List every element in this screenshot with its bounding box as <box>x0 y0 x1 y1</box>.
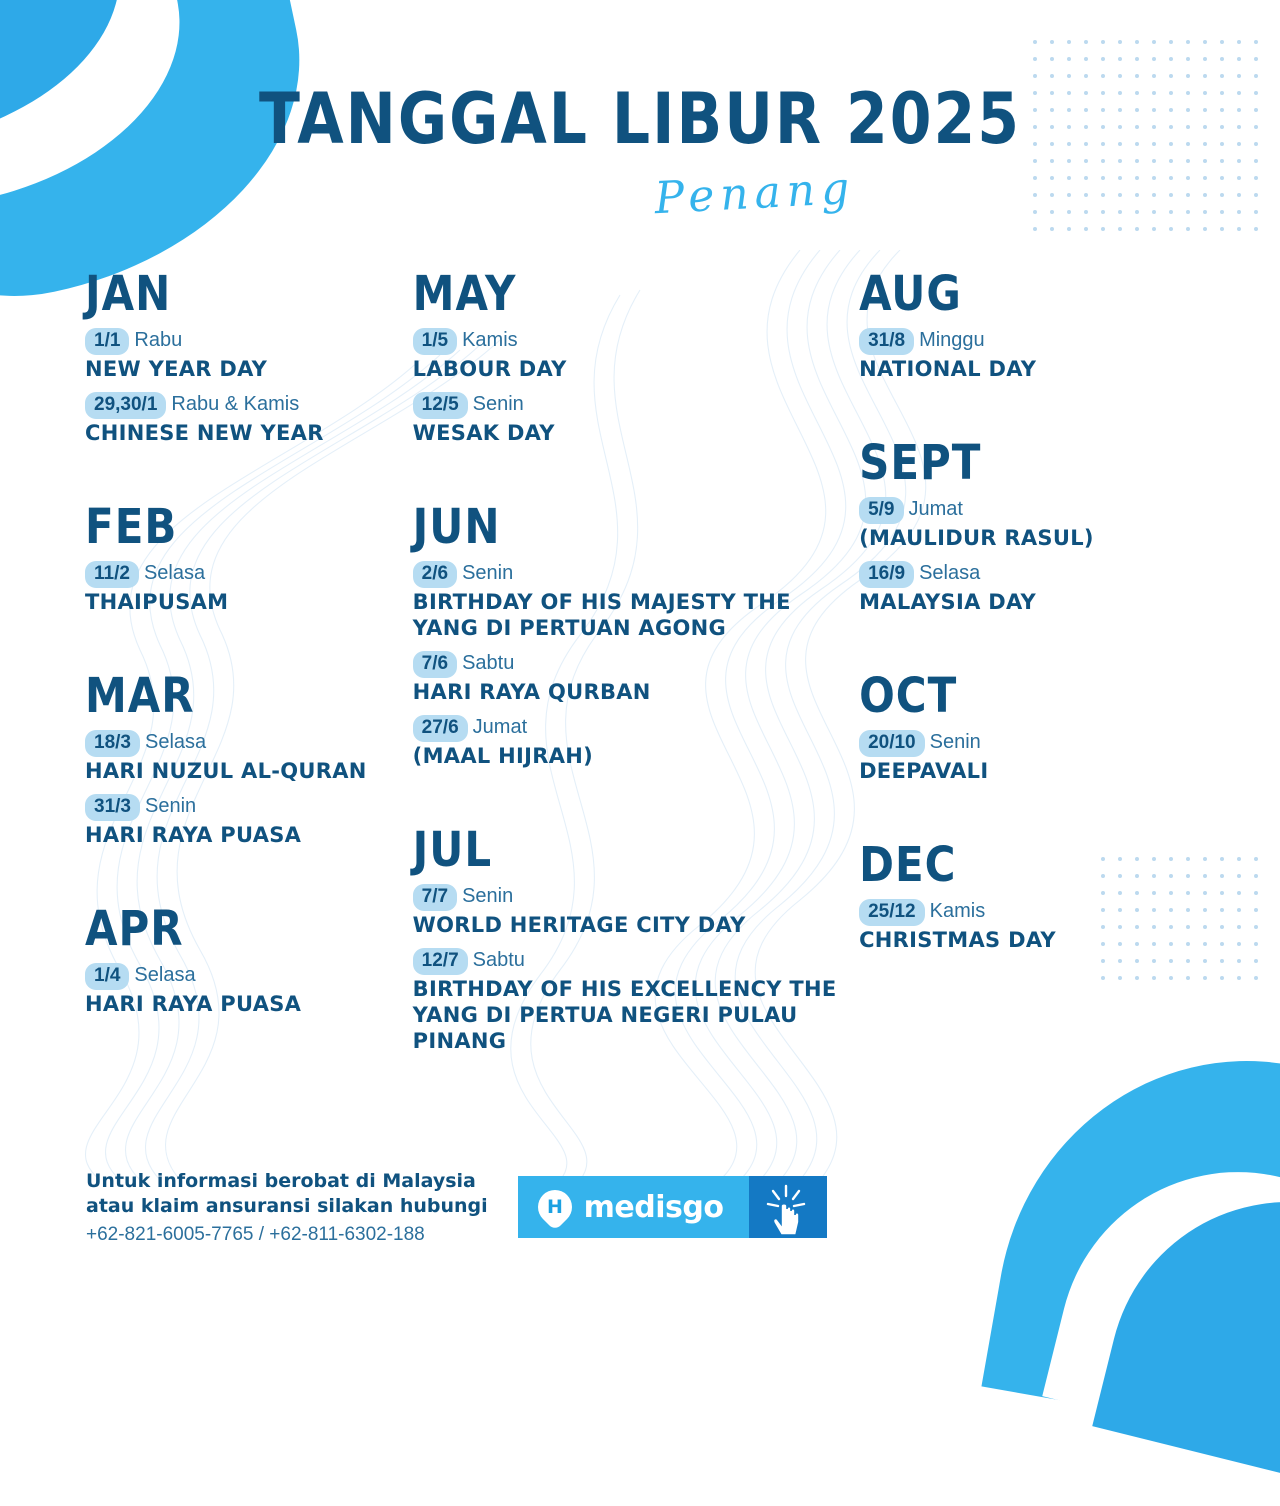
holiday-date-line <box>859 730 1220 757</box>
date-chip: 11/2 <box>85 561 139 588</box>
day-name: Senin <box>144 795 197 818</box>
holiday-title: BIRTHDAY OF HIS EXCELLENCY THE YANG DI PERTUA NEGERI PULAU PINANG <box>412 977 837 1054</box>
month-block <box>859 667 1220 784</box>
date-chip: 31/8 <box>859 328 914 355</box>
month-block <box>859 434 1220 615</box>
holiday-column-1 <box>60 265 413 1106</box>
month-block <box>413 498 859 769</box>
holiday-column-2 <box>413 265 859 1106</box>
date-chip: 12/5 <box>413 392 468 419</box>
day-name: Senin <box>929 731 981 754</box>
footer-line-1: Untuk informasi berobat di Malaysia <box>86 1169 476 1192</box>
dot <box>1152 57 1156 61</box>
day-name: Senin <box>462 885 514 908</box>
date-chip: 31/3 <box>85 794 140 821</box>
dot <box>1101 40 1105 44</box>
holiday-date-line <box>85 561 413 588</box>
day-name: Senin <box>462 562 514 585</box>
holiday-date-line <box>85 328 413 355</box>
month-block <box>85 265 413 446</box>
dot <box>1186 57 1190 61</box>
holiday-title: NATIONAL DAY <box>859 357 1037 381</box>
month-name: AUG <box>859 265 962 322</box>
holiday-entry <box>85 561 413 615</box>
dot <box>1169 40 1173 44</box>
holiday-entry <box>85 794 413 848</box>
holiday-title: BIRTHDAY OF HIS MAJESTY THE YANG DI PERTUAN AGONG <box>412 590 791 641</box>
dot <box>1067 227 1071 231</box>
month-name: OCT <box>859 667 958 724</box>
holiday-entry <box>413 561 859 641</box>
holiday-date-line <box>85 392 413 419</box>
dot <box>1084 40 1088 44</box>
holiday-title: WORLD HERITAGE CITY DAY <box>412 913 746 938</box>
day-name: Rabu <box>134 329 183 351</box>
dot <box>1254 227 1258 231</box>
dot <box>1118 40 1122 44</box>
month-block <box>85 667 413 848</box>
date-chip: 25/12 <box>859 899 925 926</box>
date-chip: 1/4 <box>85 963 129 990</box>
dot <box>1186 40 1190 44</box>
month-name: SEPT <box>859 434 982 491</box>
holiday-entry <box>859 497 1220 551</box>
dot <box>1118 57 1122 61</box>
holiday-date-line <box>85 794 413 821</box>
date-chip: 7/6 <box>413 651 457 678</box>
footer-phone-numbers: +62-821-6005-7765 / +62-811-6302-188 <box>86 1224 425 1245</box>
date-chip: 1/1 <box>85 328 129 355</box>
holiday-title: HARI RAYA QURBAN <box>412 680 651 705</box>
dot <box>1237 57 1241 61</box>
dot <box>1084 227 1088 231</box>
day-name: Sabtu <box>472 949 525 972</box>
holiday-title: MALAYSIA DAY <box>859 590 1037 615</box>
day-name: Minggu <box>919 329 985 351</box>
holiday-date-line <box>413 651 859 678</box>
date-chip: 29,30/1 <box>85 392 166 419</box>
holiday-entry <box>413 715 859 769</box>
holiday-title: CHRISTMAS DAY <box>859 928 1056 953</box>
holiday-date-line <box>413 561 859 588</box>
click-hand-icon <box>765 1184 813 1238</box>
month-block <box>85 498 413 615</box>
dot <box>1237 40 1241 44</box>
holiday-entry <box>85 963 413 1017</box>
holiday-title: THAIPUSAM <box>85 590 229 615</box>
holiday-title: LABOUR DAY <box>412 357 567 381</box>
dot <box>1033 40 1037 44</box>
water-drop-icon <box>531 1183 579 1231</box>
holiday-entry <box>85 392 413 446</box>
day-name: Rabu & Kamis <box>171 393 300 416</box>
holiday-date-line <box>859 328 1220 355</box>
holiday-date-line <box>413 392 859 419</box>
dot <box>1220 227 1224 231</box>
month-block <box>413 265 859 446</box>
holiday-date-line <box>859 561 1220 588</box>
dot <box>1203 227 1207 231</box>
month-name: JAN <box>85 265 172 322</box>
holiday-date-line <box>413 884 859 911</box>
dot <box>1135 57 1139 61</box>
dot <box>1203 57 1207 61</box>
holiday-date-line <box>413 715 859 742</box>
holiday-title: WESAK DAY <box>412 421 555 446</box>
month-name: FEB <box>85 498 178 555</box>
click-cta-panel[interactable] <box>749 1176 827 1238</box>
month-name: JUL <box>412 821 493 878</box>
date-chip: 18/3 <box>85 730 140 757</box>
logo-main-panel <box>518 1176 750 1238</box>
holiday-entry <box>85 328 413 382</box>
date-chip: 2/6 <box>413 561 457 588</box>
holiday-title: HARI NUZUL AL-QURAN <box>85 759 367 784</box>
month-name: DEC <box>859 836 957 893</box>
dot <box>1254 57 1258 61</box>
holiday-date-line <box>85 963 413 990</box>
dot <box>1152 227 1156 231</box>
dot <box>1135 40 1139 44</box>
holiday-entry <box>413 884 859 938</box>
logo-wordmark: medisgo <box>583 1189 724 1225</box>
dot <box>1101 227 1105 231</box>
dot <box>1220 57 1224 61</box>
holiday-title: (MAAL HIJRAH) <box>412 744 594 769</box>
holiday-entry <box>859 328 1220 382</box>
medisgo-logo[interactable] <box>518 1176 828 1238</box>
month-block <box>859 265 1220 382</box>
poster-header <box>0 78 1280 225</box>
day-name: Sabtu <box>462 652 515 675</box>
footer <box>86 1169 827 1246</box>
footer-contact-text <box>86 1169 488 1246</box>
holiday-title: DEEPAVALI <box>859 759 989 784</box>
day-name: Selasa <box>144 731 207 754</box>
dot <box>1135 227 1139 231</box>
holiday-entry <box>413 392 859 446</box>
dot <box>1254 40 1258 44</box>
dot <box>1050 227 1054 231</box>
date-chip: 7/7 <box>413 884 457 911</box>
date-chip: 16/9 <box>859 561 914 588</box>
holiday-entry <box>859 899 1220 953</box>
day-name: Jumat <box>908 498 963 521</box>
dot <box>1220 40 1224 44</box>
month-block <box>85 900 413 1017</box>
holiday-date-line <box>413 948 859 975</box>
dot <box>1152 40 1156 44</box>
holiday-entry <box>859 561 1220 615</box>
dot <box>1237 227 1241 231</box>
dot <box>1169 227 1173 231</box>
footer-line-2: atau klaim ansuransi silakan hubungi <box>86 1194 488 1217</box>
date-chip: 27/6 <box>413 715 468 742</box>
page-title: TANGGAL LIBUR 2025 <box>258 78 1022 161</box>
day-name: Kamis <box>929 900 986 923</box>
logo-letter: H <box>546 1196 563 1219</box>
holiday-date-line <box>859 899 1220 926</box>
month-name: APR <box>85 900 184 957</box>
day-name: Selasa <box>134 964 196 987</box>
page-subtitle: Penang <box>653 162 857 225</box>
holiday-date-line <box>859 497 1220 524</box>
month-name: MAY <box>412 265 517 322</box>
month-block <box>859 836 1220 953</box>
holiday-title: NEW YEAR DAY <box>85 357 268 381</box>
holiday-entry <box>413 651 859 705</box>
dot <box>1186 227 1190 231</box>
month-block <box>413 821 859 1054</box>
dot <box>1101 57 1105 61</box>
holiday-date-line <box>413 328 859 355</box>
dot <box>1050 40 1054 44</box>
day-name: Selasa <box>919 562 981 585</box>
holiday-title: (MAULIDUR RASUL) <box>859 526 1094 551</box>
holiday-date-line <box>85 730 413 757</box>
day-name: Jumat <box>472 716 528 739</box>
holiday-columns <box>0 265 1280 1106</box>
day-name: Kamis <box>462 329 518 351</box>
dot <box>1033 57 1037 61</box>
holiday-entry <box>85 730 413 784</box>
date-chip: 1/5 <box>413 328 457 355</box>
date-chip: 20/10 <box>859 730 925 757</box>
date-chip: 12/7 <box>413 948 468 975</box>
dot <box>1050 57 1054 61</box>
holiday-title: HARI RAYA PUASA <box>85 823 302 848</box>
dot <box>1084 57 1088 61</box>
holiday-entry <box>413 948 859 1054</box>
dot <box>1118 227 1122 231</box>
day-name: Senin <box>472 393 524 416</box>
day-name: Selasa <box>143 562 206 585</box>
holiday-title: HARI RAYA PUASA <box>85 992 302 1017</box>
holiday-column-3 <box>859 265 1220 1106</box>
date-chip: 5/9 <box>859 497 903 524</box>
holiday-entry <box>413 328 859 382</box>
holiday-entry <box>859 730 1220 784</box>
month-name: MAR <box>85 667 195 724</box>
holiday-title: CHINESE NEW YEAR <box>85 421 324 446</box>
month-name: JUN <box>412 498 501 555</box>
dot <box>1203 40 1207 44</box>
dot <box>1067 57 1071 61</box>
dot <box>1169 57 1173 61</box>
dot <box>1033 227 1037 231</box>
dot <box>1067 40 1071 44</box>
